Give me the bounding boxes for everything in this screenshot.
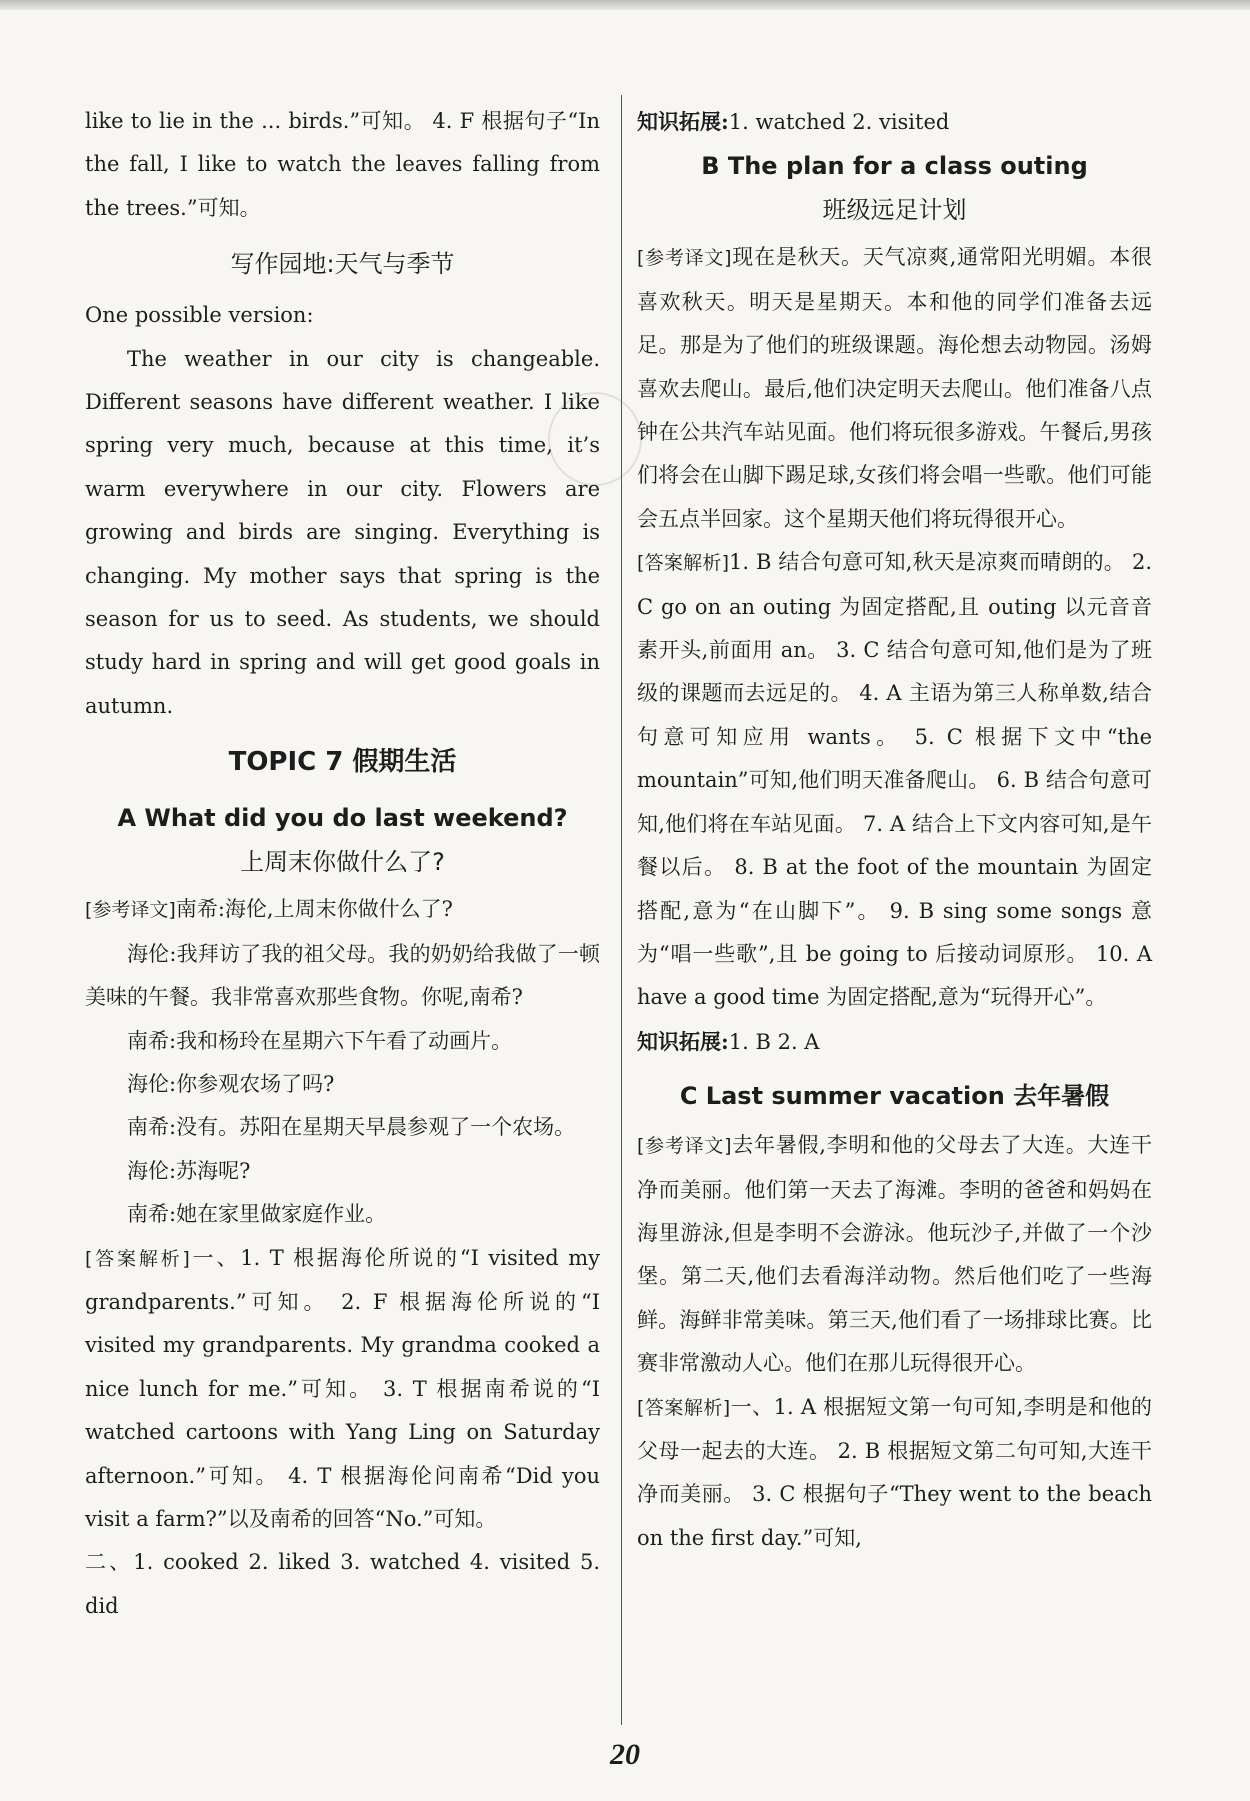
translation-tag: [参考译文] <box>85 899 176 922</box>
analysis-a-text: 一、1. T 根据海伦所说的“I visited my grandparents.”可知。 2. F 根据海伦所说的“I visited my grandparents. My grandma cooked a nice lunch for me.”可知。 3. T 根据南希说的“I watched cartoons with Yang Ling on Saturday afternoon.”可知。 4. T 根据海伦问南希“Did you visit a farm?”以及南希的回答“No.”可知。 <box>85 1245 601 1531</box>
translation-c-text: 去年暑假,李明和他的父母去了大连。大连干净而美丽。他们第一天去了海滩。李明的爸爸和妈妈在海里游泳,但是李明不会游泳。他玩沙子,并做了一个沙堡。第二天,他们去看海洋动物。然后他们吃了一些海鲜。海鲜非常美味。第三天,他们看了一场排球比赛。比赛非常激动人心。他们在那儿玩得很开心。 <box>637 1133 1152 1376</box>
dialogue-line: 南希:海伦,上周末你做什么了? <box>175 897 453 922</box>
dialogue-line: 南希:没有。苏阳在星期天早晨参观了一个农场。 <box>127 1115 576 1140</box>
dialogue-line: 南希:她在家里做家庭作业。 <box>127 1202 387 1227</box>
section-a-title: A What did you do last weekend? <box>117 804 568 833</box>
knowledge-answers: 1. watched 2. visited <box>728 110 950 134</box>
part-two-answers: 二、1. cooked 2. liked 3. watched 4. visited 5. did <box>85 1550 600 1618</box>
section-b-title: B The plan for a class outing <box>701 152 1088 181</box>
knowledge-label: 知识拓展: <box>637 1028 729 1054</box>
column-divider <box>621 95 622 1725</box>
translation-b <box>637 236 1152 541</box>
analysis-c <box>637 1386 1152 1561</box>
translation-b-text: 现在是秋天。天气凉爽,通常阳光明媚。本很喜欢秋天。明天是星期天。本和他的同学们准备去远足。那是为了他们的班级课题。海伦想去动物园。汤姆喜欢去爬山。最后,他们决定明天去爬山。他们准备八点钟在公共汽车站见面。他们将玩很多游戏。午餐后,男孩们将会在山脚下踢足球,女孩们将会唱一些歌。他们可能会五点半回家。这个星期天他们将玩得很开心。 <box>637 245 1152 531</box>
knowledge-extension-2 <box>637 1020 1152 1064</box>
knowledge-label: 知识拓展: <box>637 109 729 134</box>
right-column <box>637 100 1152 1560</box>
dialogue-line: 海伦:苏海呢? <box>127 1158 251 1183</box>
section-c-title: C Last summer vacation 去年暑假 <box>679 1082 1110 1111</box>
section-b-subtitle: 班级远足计划 <box>822 196 967 225</box>
version-label: One possible version: <box>85 303 314 328</box>
analysis-c-text: 一、1. A 根据短文第一句可知,李明是和他的父母一起去的大连。 2. B 根据短文第二句可知,大连干净而美丽。 3. C 根据句子“They went to the beach on the first day.”可知, <box>637 1394 1152 1550</box>
analysis-tag: [答案解析] <box>637 1396 731 1419</box>
analysis-tag: [答案解析] <box>637 552 730 575</box>
essay-text: The weather in our city is changeable. Different seasons have different weather. I like spring very much, because at this time, it’s warm everywhere in our city. Flowers are growing and birds are singing. Everything is changing. My mother says that spring is the season for us to seed. As students, we should study hard in spring and will get good goals in autumn. <box>85 346 600 718</box>
topic-title: TOPIC 7 假期生活 <box>228 747 457 778</box>
writing-title: 写作园地:天气与季节 <box>230 250 455 279</box>
analysis-b-text: 1. B 结合句意可知,秋天是凉爽而晴朗的。 2. C go on an outing 为固定搭配,且 outing 以元音音素开头,前面用 an。 3. C 结合句意可知,他们是为了班级的课题而去远足的。 4. A 主语为第三人称单数,结合句意可知应用 wants。 5. C 根据下文中“the mountain”可知,他们明天准备爬山。 6. B 结合句意可知,他们将在车站见面。 7. A 结合上下文内容可知,是午餐以后。 8. B at the foot of the mountain 为固定搭配,意为“在山脚下”。 9. B sing some songs 意为“唱一些歌”,且 be going to 后接动词原形。 10. A have a good time 为固定搭配,意为“玩得开心”。 <box>637 550 1152 1010</box>
knowledge-extension-1 <box>637 100 1152 144</box>
dialogue-line: 海伦:你参观农场了吗? <box>127 1071 335 1096</box>
left-column <box>85 100 600 1628</box>
top-border <box>0 0 1250 10</box>
analysis-b <box>637 541 1152 1019</box>
translation-tag: [参考译文] <box>637 247 732 270</box>
page-number: 20 <box>610 1738 640 1771</box>
translation-a-first <box>85 888 600 932</box>
knowledge-answers: 1. B 2. A <box>728 1029 820 1054</box>
translation-tag: [参考译文] <box>637 1135 732 1158</box>
analysis-tag: [答案解析] <box>85 1247 190 1270</box>
continuation-text: like to lie in the ... birds.”可知。 4. F 根据句子“In the fall, I like to watch the leaves falling from the trees.”可知。 <box>85 109 600 220</box>
dialogue-line: 南希:我和杨玲在星期六下午看了动画片。 <box>127 1028 513 1053</box>
section-a-subtitle: 上周末你做什么了? <box>240 848 445 877</box>
translation-c <box>637 1124 1152 1385</box>
analysis-a <box>85 1237 600 1542</box>
dialogue-line: 海伦:我拜访了我的祖父母。我的奶奶给我做了一顿美味的午餐。我非常喜欢那些食物。你呢,南希? <box>85 941 600 1010</box>
